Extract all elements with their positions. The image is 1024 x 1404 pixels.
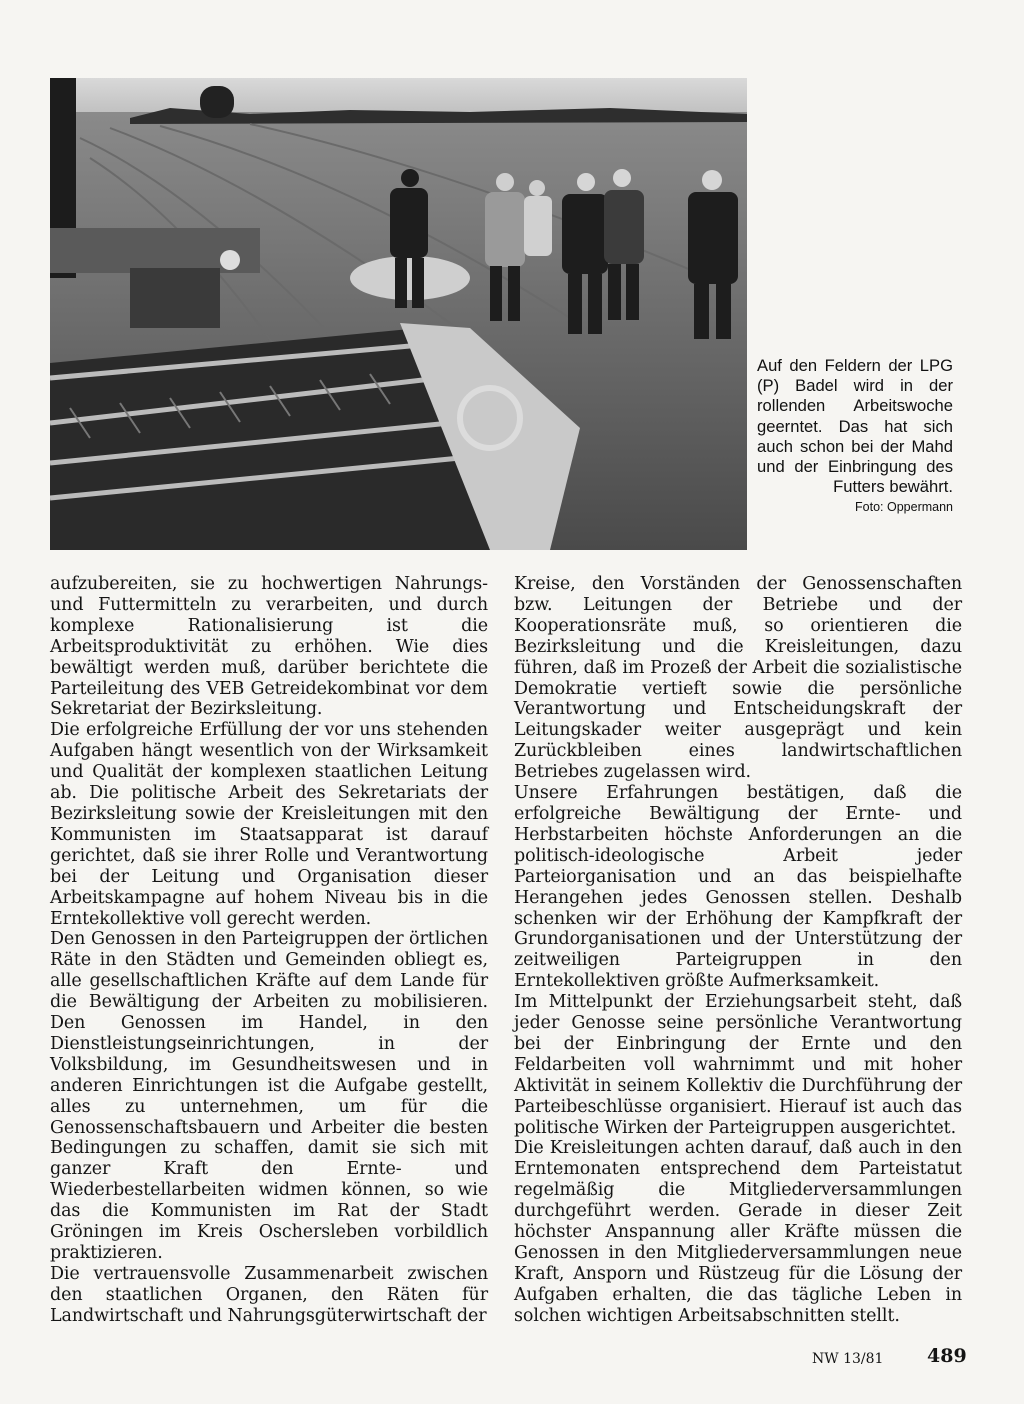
paragraph: Die Kreisleitungen achten darauf, daß auch in den Erntemonaten entsprechend dem Parteistatut regelmäßig die Mitgliederversammlungen durchgeführt werden. Gerade in dieser Zeit höchster Anspannung aller Kräfte müssen die Genossen in den Mitgliederversammlungen neue Kraft, Ansporn und Rüstzeug für die Lösung der Aufgaben erhalten, die das tägliche Leben in solchen wichtigen Arbeitsabschnitten stellt. (514, 1138, 962, 1326)
photo-credit: Foto: Oppermann (855, 500, 953, 515)
harvest-photo (50, 78, 747, 550)
paragraph: Den Genossen in den Parteigruppen der örtlichen Räte in den Städten und Gemeinden obliegt es, alle gesellschaftlichen Kräfte auf dem Lande für die Bewältigung der Arbeiten zu mobilisieren. Den Genossen im Handel, in den Dienstleistungseinrichtungen, in der Volksbildung, im Gesundheitswesen und in anderen Einrichtungen ist die Aufgabe gestellt, alles zu unternehmen, um für die Genossenschaftsbauern und Arbeiter die besten Bedingungen zu schaffen, damit sie sich mit ganzer Kraft den Ernte- und Wiederbestellarbeiten widmen können, so wie das die Kommunisten im Rat der Stadt Gröningen im Kreis Oschersleben vorbildlich praktizieren. (50, 929, 488, 1263)
caption-text: Auf den Feldern der LPG (P) Badel wird in der rollenden Arbeitswoche geerntet. Das hat sich auch schon bei der Mahd und der Einbringung des Futters bewährt. (757, 356, 953, 497)
paragraph: aufzubereiten, sie zu hochwertigen Nahrungs- und Futtermitteln zu verarbeiten, und durch komplexe Rationalisierung ist die Arbeitsproduktivität zu erhöhen. Wie dies bewältigt werden muß, darüber berichtete die Parteileitung des VEB Getreidekombinat vor dem Sekretariat der Bezirksleitung. (50, 574, 488, 720)
photo-caption (757, 356, 953, 515)
article-column-left (50, 574, 488, 1327)
article-column-right (514, 574, 962, 1327)
paragraph: Kreise, den Vorständen der Genossenschaften bzw. Leitungen der Betriebe und der Kooperationsräte muß, so orientieren die Bezirksleitung und die Kreisleitungen, dazu führen, daß im Prozeß der Arbeit die sozialistische Demokratie vertieft sowie die persönliche Verantwortung und Entscheidungskraft der Leitungskader weiter ausgeprägt und kein Zurückbleiben eines landwirtschaftlichen Betriebes zugelassen wird. (514, 574, 962, 783)
paragraph: Unsere Erfahrungen bestätigen, daß die erfolgreiche Bewältigung der Ernte- und Herbstarbeiten höchste Anforderungen an die politisch-ideologische Arbeit jeder Parteiorganisation und an das beispielhafte Herangehen jedes Genossen stellen. Deshalb schenken wir der Erhöhung der Kampfkraft der Grundorganisationen und der Unterstützung der zeitweiligen Parteigruppen in den Erntekollektiven größte Aufmerksamkeit. (514, 783, 962, 992)
page-number: 489 (927, 1345, 967, 1367)
journal-issue: NW 13/81 (812, 1351, 884, 1367)
paragraph: Die vertrauensvolle Zusammenarbeit zwischen den staatlichen Organen, den Räten für Landwirtschaft und Nahrungsgüterwirtschaft der (50, 1263, 488, 1326)
paragraph: Die erfolgreiche Erfüllung der vor uns stehenden Aufgaben hängt wesentlich von der Wirksamkeit und Qualität der komplexen staatlichen Leitung ab. Die politische Arbeit des Sekretariats der Bezirksleitung sowie der Kreisleitungen mit den Kommunisten im Staatsapparat ist darauf gerichtet, daß sie ihrer Rolle und Verantwortung bei der Leitung und Organisation dieser Arbeitskampagne auf hohem Niveau bis in die Erntekollektive voll gerecht werden. (50, 720, 488, 929)
harvest-photo-illustration (50, 78, 747, 550)
paragraph: Im Mittelpunkt der Erziehungsarbeit steht, daß jeder Genosse seine persönliche Verantwortung bei der Einbringung der Ernte und den Feldarbeiten voll wahrnimmt und mit hoher Aktivität in seinem Kollektiv die Durchführung der Parteibeschlüsse organisiert. Hierauf ist auch das politische Wirken der Parteigruppen ausgerichtet. (514, 992, 962, 1138)
